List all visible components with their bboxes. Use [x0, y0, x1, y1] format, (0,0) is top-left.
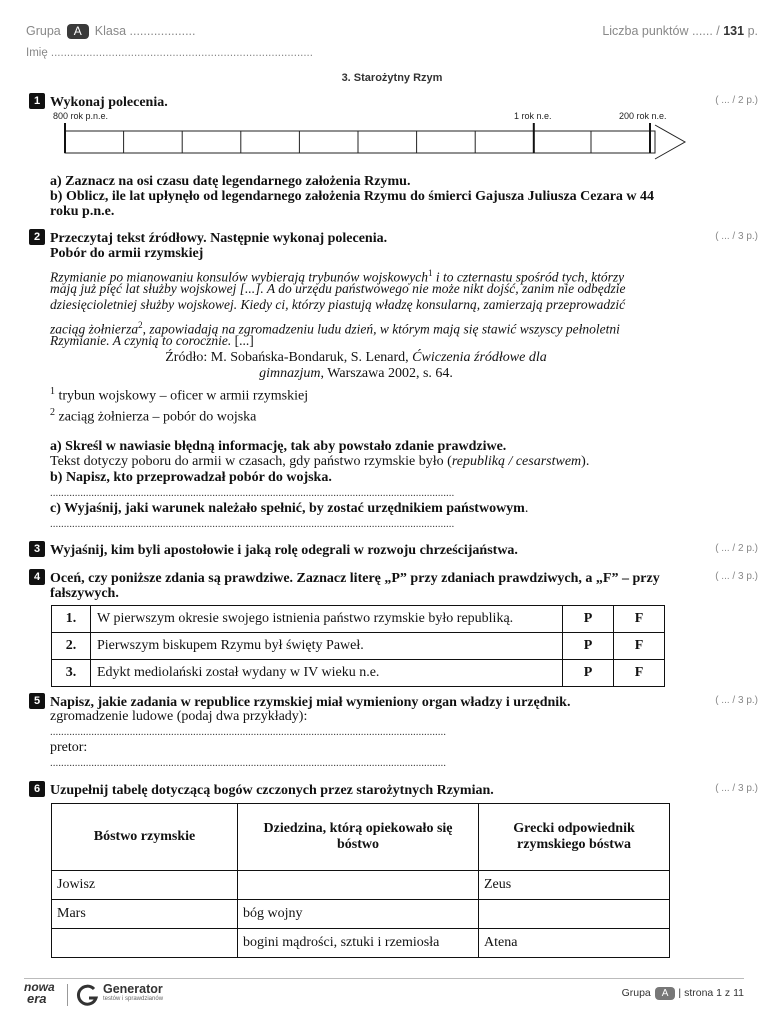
header-roman-deity: Bóstwo rzymskie	[52, 804, 238, 871]
footnote-1	[50, 384, 308, 405]
header-domain: Dziedzina, którą opiekowało się bóstwo	[238, 804, 479, 871]
footer-group-label: Grupa	[621, 987, 651, 999]
domain-cell[interactable]	[238, 871, 479, 900]
q2-task-a-sentence-end: ).	[581, 454, 590, 469]
q1-task-a: a) Zaznacz na osi czasu datę legendarnego założenia Rzymu.	[50, 174, 411, 189]
page-title: 3. Starożytny Rzym	[341, 72, 443, 84]
citation-1b: Ćwiczenia źródłowe dla	[412, 350, 547, 365]
class-label: Klasa ...................	[94, 24, 196, 38]
citation-2a: gimnazjum	[259, 366, 321, 381]
q2-title: Przeczytaj tekst źródłowy. Następnie wykonaj polecenia.	[50, 231, 388, 246]
statement-text: Pierwszym biskupem Rzymu był święty Paweł.	[91, 633, 563, 660]
q2-task-c-text: c) Wyjaśnij, jaki warunek należało spełnić, by zostać urzędnikiem państwowym	[50, 501, 525, 516]
greek-equivalent-cell[interactable]	[479, 900, 670, 929]
timeline-arrow	[655, 125, 685, 159]
q5-item-2: pretor:	[50, 740, 88, 755]
question-number-4: 4	[29, 569, 45, 585]
roman-deity-cell: Jowisz	[52, 871, 238, 900]
source-line-1b: i to czternastu spośród tych, którzy	[432, 269, 625, 285]
footer-divider	[24, 978, 744, 979]
footer-page-info	[622, 987, 744, 1000]
timeline-label-mid: 1 rok n.e.	[514, 111, 552, 121]
question-number-2: 2	[29, 229, 45, 245]
timeline-label-left: 800 rok p.n.e.	[53, 111, 109, 121]
question-number-3: 3	[29, 541, 45, 557]
row-number: 3.	[52, 660, 91, 687]
footnote-1-num: 1	[50, 386, 55, 397]
q1-task-b-line2: roku p.n.e.	[50, 204, 115, 219]
timeline-bar	[65, 131, 655, 153]
group-badge: A	[67, 24, 89, 39]
generator-logo-icon	[76, 983, 100, 1007]
q3-title: Wyjaśnij, kim byli apostołowie i jaką rolę odegrali w rozwoju chrześcijaństwa.	[50, 543, 518, 558]
source-text	[50, 265, 690, 349]
greek-equivalent-cell: Atena	[479, 929, 670, 958]
question-number-5: 5	[29, 693, 45, 709]
footnote-2	[50, 405, 256, 426]
answer-p[interactable]: P	[563, 660, 614, 687]
q2-task-a-sentence	[50, 454, 589, 470]
table-row	[52, 606, 665, 633]
footer-page-number: | strona 1 z 11	[678, 987, 744, 999]
logo-separator	[67, 984, 68, 1006]
domain-cell: bogini mądrości, sztuki i rzemiosła	[238, 929, 479, 958]
timeline-axis[interactable]	[55, 120, 695, 162]
table-row	[52, 929, 670, 958]
generator-subtitle: testów i sprawdzianów	[103, 996, 164, 1002]
table-header-row	[52, 804, 670, 871]
q1-title: Wykonaj polecenia.	[50, 95, 168, 110]
domain-cell: bóg wojny	[238, 900, 479, 929]
q2-task-c-answer-line[interactable]: ...................................................................................................................................................	[50, 518, 455, 530]
source-footnote-ref-1: 1	[427, 268, 433, 278]
q2-task-c	[50, 500, 528, 517]
q4-table	[51, 605, 665, 687]
source-line-5a: Rzymianie. A czynią to corocznie.	[50, 333, 232, 348]
q2-task-b-answer-line[interactable]: ...................................................................................................................................................	[50, 487, 455, 499]
table-row	[52, 871, 670, 900]
q2-subtitle: Pobór do armii rzymskiej	[50, 246, 204, 261]
source-citation	[50, 350, 662, 382]
q4-title-line2: fałszywych.	[50, 586, 119, 601]
logo-era: era	[27, 991, 47, 1006]
footnote-1-text: trybun wojskowy – oficer w armii rzymskiej	[55, 388, 309, 404]
q4-points: ( ... / 3 p.)	[715, 571, 758, 582]
q5-item-1: zgromadzenie ludowe (podaj dwa przykłady):	[50, 709, 308, 724]
q5-points: ( ... / 3 p.)	[715, 695, 758, 706]
question-number-6: 6	[29, 781, 45, 797]
citation-1a: Źródło: M. Sobańska-Bondaruk, S. Lenard,	[165, 350, 413, 365]
q1-points: ( ... / 2 p.)	[715, 95, 758, 106]
greek-equivalent-cell: Zeus	[479, 871, 670, 900]
points-total: 131	[723, 24, 745, 38]
answer-f[interactable]: F	[614, 633, 665, 660]
q2-task-b: b) Napisz, kto przeprowadzał pobór do wojska.	[50, 470, 332, 485]
source-line-3: dziesięcioletniej służby wojskowej. Kiedy ci, którzy piastują władzę konsularną, zamierzają przeprowadzić	[50, 297, 626, 312]
q2-task-c-end: .	[524, 501, 529, 516]
source-line-5b: [...]	[231, 333, 254, 348]
q1-task-b-line1: b) Oblicz, ile lat upłynęło od legendarnego założenia Rzymu do śmierci Gajusza Juliusza Cezara w 44	[50, 189, 655, 204]
q6-points: ( ... / 3 p.)	[715, 783, 758, 794]
source-line-2: mają już pięć lat służby wojskowej [...]. A do urzędu państwowego nie może nikt dojść, zanim nie odbędzie	[50, 281, 626, 296]
source-footnote-ref-2: 2	[138, 320, 143, 330]
q2-points: ( ... / 3 p.)	[715, 231, 758, 242]
row-number: 1.	[52, 606, 91, 633]
row-number: 2.	[52, 633, 91, 660]
header-greek-equivalent: Grecki odpowiednik rzymskiego bóstwa	[479, 804, 670, 871]
answer-p[interactable]: P	[563, 606, 614, 633]
citation-2b: , Warszawa 2002, s. 64.	[320, 366, 453, 381]
points-label: Liczba punktów ...... /	[602, 24, 720, 38]
q5-answer-line-2[interactable]: ................................................................................................................................................	[50, 757, 446, 769]
q2-task-a-sentence-start: Tekst dotyczy poboru do armii w czasach, gdy państwo rzymskie było (	[50, 454, 452, 469]
question-number-1: 1	[29, 93, 45, 109]
statement-text: W pierwszym okresie swojego istnienia państwo rzymskie było republiką.	[91, 606, 563, 633]
source-line-4a: zaciąg żołnierza	[50, 321, 139, 337]
logo-nowa: nowa	[24, 980, 55, 994]
statement-text: Edykt mediolański został wydany w IV wieku n.e.	[91, 660, 563, 687]
q2-task-a: a) Skreśl w nawiasie błędną informację, tak aby powstało zdanie prawdziwe.	[50, 439, 507, 454]
table-row	[52, 660, 665, 687]
answer-f[interactable]: F	[614, 660, 665, 687]
header-points	[602, 24, 758, 38]
footer-group-badge: A	[655, 987, 676, 1000]
group-label: Grupa	[26, 24, 61, 38]
answer-f[interactable]: F	[614, 606, 665, 633]
q6-title: Uzupełnij tabelę dotyczącą bogów czczonych przez starożytnych Rzymian.	[50, 783, 494, 798]
footnote-2-num: 2	[50, 407, 55, 418]
q3-points: ( ... / 2 p.)	[715, 543, 758, 554]
timeline-label-right: 200 rok n.e.	[619, 111, 667, 121]
footnote-2-text: zaciąg żołnierza – pobór do wojska	[55, 409, 257, 425]
q5-answer-line-1[interactable]: ................................................................................................................................................	[50, 726, 446, 738]
header-group-class	[26, 24, 196, 39]
generator-title: Generator	[103, 982, 163, 996]
q6-table	[51, 803, 670, 958]
points-unit: p.	[747, 24, 758, 38]
name-line: Imię ..................................................................................	[26, 47, 313, 59]
table-row	[52, 633, 665, 660]
nowa-era-logo	[24, 982, 64, 1004]
q4-title-line1: Oceń, czy poniższe zdania są prawdziwe. Zaznacz literę „P” przy zdaniach prawdziwych, a „F” – przy	[50, 571, 660, 586]
roman-deity-cell[interactable]	[52, 929, 238, 958]
q5-title: Napisz, jakie zadania w republice rzymskiej miał wymieniony organ władzy i urzędnik.	[50, 695, 571, 710]
roman-deity-cell: Mars	[52, 900, 238, 929]
answer-p[interactable]: P	[563, 633, 614, 660]
source-line-4b: , zapowiadają na zgromadzeniu ludu dzień, w którym mają się stawić wszyscy pełnoletni	[142, 321, 620, 337]
q2-task-a-options[interactable]: republiką / cesarstwem	[451, 454, 582, 469]
source-line-1a: Rzymianie po mianowaniu konsulów wybierają trybunów wojskowych	[50, 269, 428, 285]
table-row	[52, 900, 670, 929]
